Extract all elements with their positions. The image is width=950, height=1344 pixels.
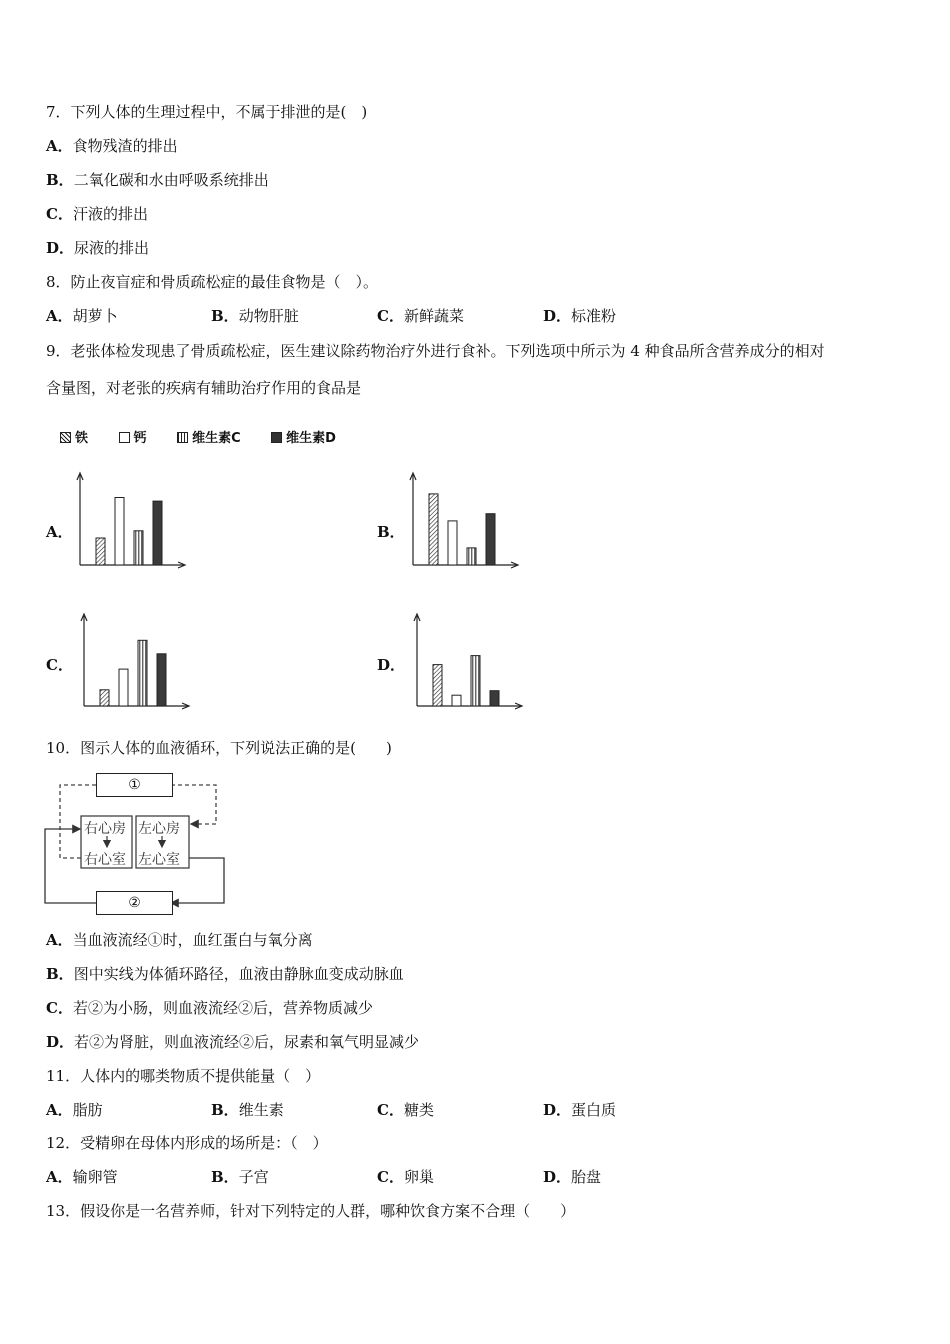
organ-box-2: ② [96,891,173,915]
chart-c [70,611,195,713]
legend-calcium: 钙 [119,427,147,446]
chart-c-bar-iron [100,690,109,706]
q10-option-d: D．若②为肾脏，则血液流经②后，尿素和氧气明显减少 [46,1033,420,1051]
left-ventricle-label: 左心室 [138,852,180,868]
q13-stem: 13．假设你是一名营养师，针对下列特定的人群，哪种饮食方案不合理（ ） [46,1202,576,1220]
q9-stem-line1: 9．老张体检发现患了骨质疏松症，医生建议除药物治疗外进行食补。下列选项中所示为 4 种食品所含营养成分的相对 [46,342,825,360]
legend-vitamin-d: 维生素D [271,427,336,446]
chart-d-bar-vitamin-c [471,656,480,706]
chart-c-label: C． [46,656,73,674]
q11-option-b: B．维生素 [211,1101,284,1119]
chart-a-bar-calcium [115,498,124,566]
q12-option-a: A．输卵管 [46,1168,118,1186]
chart-d-label: D． [377,656,406,674]
chart-a-bar-vitamin-d [153,501,162,565]
q7-option-d: D．尿液的排出 [46,239,150,257]
q8-stem: 8．防止夜盲症和骨质疏松症的最佳食物是（ ）。 [46,273,379,291]
chart-a [66,470,191,572]
chart-b-label: B． [377,523,405,541]
q11-option-d: D．蛋白质 [543,1101,617,1119]
chart-c-bar-vitamin-d [157,654,166,706]
chart-b-bar-iron [429,494,438,565]
q12-option-c: C．卵巢 [377,1168,434,1186]
chart-b-bar-vitamin-c [467,548,476,565]
chart-d-bar-calcium [452,695,461,706]
q11-option-c: C．糖类 [377,1101,434,1119]
q10-option-b: B．图中实线为体循环路径，血液由静脉血变成动脉血 [46,965,404,983]
q12-stem: 12．受精卵在母体内形成的场所是：（ ） [46,1134,328,1152]
q8-option-d: D．标准粉 [543,307,617,325]
organ-box-1: ① [96,773,173,797]
q8-option-a: A．胡萝卜 [46,307,118,325]
legend-iron: 铁 [60,427,88,446]
q7-stem: 7．下列人体的生理过程中，不属于排泄的是( ) [46,103,368,121]
right-ventricle-label: 右心室 [84,852,126,868]
q12-option-d: D．胎盘 [543,1168,602,1186]
chart-b [399,470,524,572]
q7-option-a: A．食物残渣的排出 [46,137,178,155]
legend-vitamin-d-swatch [271,432,282,443]
chart-c-bar-vitamin-c [138,640,147,706]
left-atrium-label: 左心房 [138,821,180,837]
chart-b-bar-calcium [448,521,457,565]
chart-c-bar-calcium [119,669,128,706]
q10-option-a: A．当血液流经①时，血红蛋白与氧分离 [46,931,313,949]
q9-stem-line2: 含量图，对老张的疾病有辅助治疗作用的食品是 [46,379,362,397]
q8-option-b: B．动物肝脏 [211,307,299,325]
legend-vitamin-c-swatch [177,432,188,443]
q10-stem: 10．图示人体的血液循环，下列说法正确的是( ) [46,739,392,757]
chart-b-bar-vitamin-d [486,514,495,565]
legend-iron-swatch [60,432,71,443]
q10-option-c: C．若②为小肠，则血液流经②后，营养物质减少 [46,999,373,1017]
q7-option-c: C．汗液的排出 [46,205,148,223]
legend-vitamin-c: 维生素C [177,427,241,446]
q11-stem: 11．人体内的哪类物质不提供能量（ ） [46,1067,321,1085]
q7-option-b: B．二氧化碳和水由呼吸系统排出 [46,171,269,189]
right-atrium-label: 右心房 [84,821,126,837]
chart-a-bar-vitamin-c [134,531,143,565]
q8-option-c: C．新鲜蔬菜 [377,307,464,325]
chart-d [403,611,528,713]
q12-option-b: B．子宫 [211,1168,269,1186]
chart-a-bar-iron [96,538,105,565]
q11-option-a: A．脂肪 [46,1101,103,1119]
chart-a-label: A． [46,523,73,541]
chart-d-bar-iron [433,665,442,706]
chart-legend [60,427,362,446]
legend-calcium-swatch [119,432,130,443]
chart-d-bar-vitamin-d [490,691,499,706]
